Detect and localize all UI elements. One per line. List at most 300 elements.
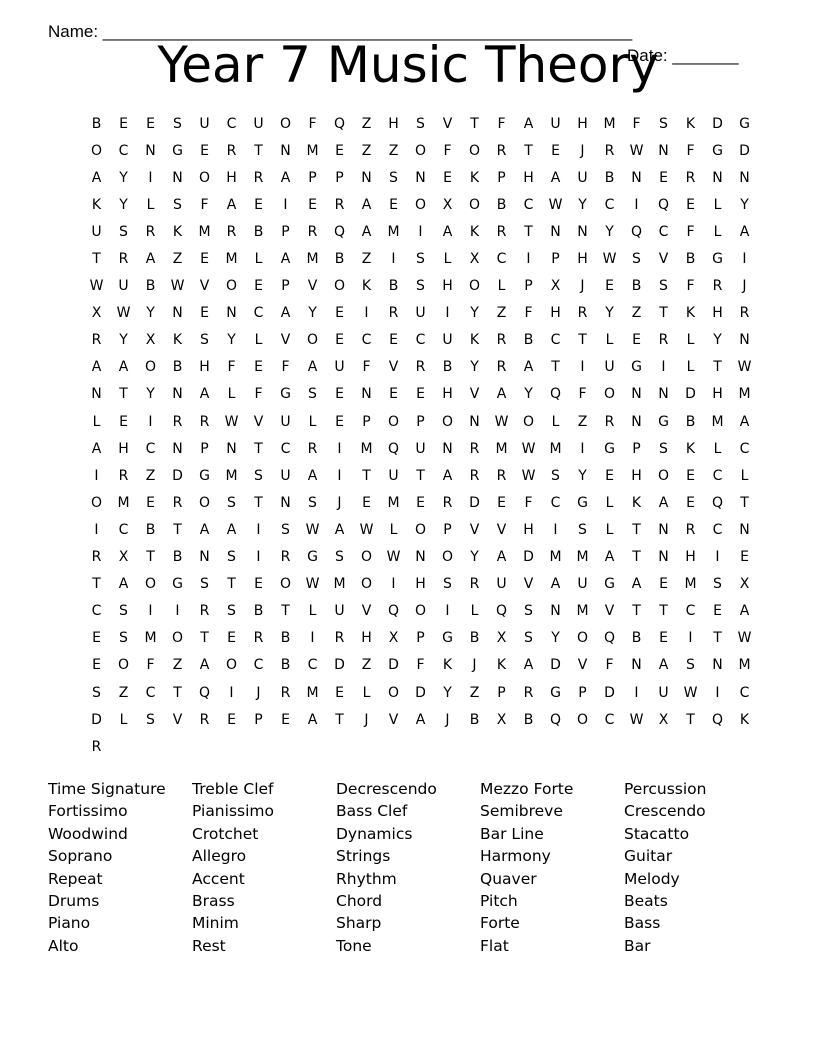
grid-cell[interactable]: E (389, 332, 398, 349)
grid-cell[interactable]: C (91, 603, 102, 620)
grid-cell[interactable]: Y (470, 305, 479, 322)
grid-cell[interactable]: D (739, 142, 750, 159)
grid-cell[interactable]: R (307, 440, 318, 457)
grid-cell[interactable]: U (442, 332, 453, 349)
grid-cell[interactable]: O (360, 576, 373, 593)
grid-cell[interactable]: A (739, 413, 750, 430)
grid-cell[interactable]: L (254, 251, 263, 268)
grid-cell[interactable]: I (688, 630, 693, 647)
grid-cell[interactable]: Z (172, 251, 183, 268)
grid-cell[interactable]: H (712, 305, 723, 322)
grid-cell[interactable]: E (605, 467, 614, 484)
grid-cell[interactable]: I (715, 549, 720, 566)
grid-cell[interactable]: R (712, 278, 723, 295)
grid-cell[interactable]: L (497, 278, 506, 295)
grid-cell[interactable]: A (280, 169, 291, 186)
grid-cell[interactable]: C (523, 196, 534, 213)
grid-cell[interactable]: P (443, 521, 452, 538)
grid-cell[interactable]: L (686, 359, 695, 376)
grid-cell[interactable]: P (497, 169, 506, 186)
grid-cell[interactable]: N (658, 386, 669, 403)
grid-cell[interactable]: N (550, 223, 561, 240)
grid-cell[interactable]: C (739, 684, 750, 701)
grid-cell[interactable]: O (657, 467, 670, 484)
grid-cell[interactable]: V (442, 115, 453, 132)
grid-cell[interactable]: B (91, 115, 102, 132)
grid-cell[interactable]: G (199, 467, 210, 484)
grid-cell[interactable]: C (685, 603, 696, 620)
grid-cell[interactable]: A (550, 576, 561, 593)
grid-cell[interactable]: A (91, 359, 102, 376)
grid-cell[interactable]: B (334, 251, 345, 268)
grid-cell[interactable]: C (550, 332, 561, 349)
grid-cell[interactable]: L (308, 603, 317, 620)
grid-cell[interactable]: N (739, 169, 750, 186)
grid-cell[interactable]: E (92, 630, 101, 647)
grid-cell[interactable]: X (442, 196, 453, 213)
grid-cell[interactable]: F (605, 657, 614, 674)
grid-cell[interactable]: T (173, 684, 182, 701)
grid-cell[interactable]: C (604, 196, 615, 213)
grid-cell[interactable]: B (388, 278, 399, 295)
grid-cell[interactable]: C (307, 657, 318, 674)
grid-cell[interactable]: E (659, 169, 668, 186)
grid-cell[interactable]: A (307, 359, 318, 376)
grid-cell[interactable]: R (145, 223, 156, 240)
grid-cell[interactable]: H (415, 576, 426, 593)
grid-cell[interactable]: V (280, 332, 291, 349)
grid-cell[interactable]: R (577, 305, 588, 322)
grid-cell[interactable]: B (172, 359, 183, 376)
grid-cell[interactable]: U (577, 169, 588, 186)
grid-cell[interactable]: R (334, 630, 345, 647)
grid-cell[interactable]: B (145, 521, 156, 538)
grid-cell[interactable]: M (198, 223, 211, 240)
grid-cell[interactable]: C (280, 440, 291, 457)
grid-cell[interactable]: S (416, 278, 425, 295)
grid-cell[interactable]: R (226, 223, 237, 240)
grid-cell[interactable]: E (254, 359, 263, 376)
grid-cell[interactable]: N (469, 413, 480, 430)
grid-cell[interactable]: N (172, 440, 183, 457)
grid-cell[interactable]: S (713, 576, 722, 593)
grid-cell[interactable]: E (335, 305, 344, 322)
grid-cell[interactable]: L (740, 467, 749, 484)
grid-cell[interactable]: I (337, 467, 342, 484)
grid-cell[interactable]: R (253, 169, 264, 186)
grid-cell[interactable]: O (468, 278, 481, 295)
grid-cell[interactable]: V (388, 711, 399, 728)
grid-cell[interactable]: S (524, 630, 533, 647)
grid-cell[interactable]: A (631, 576, 642, 593)
grid-cell[interactable]: E (389, 196, 398, 213)
grid-cell[interactable]: I (580, 359, 585, 376)
grid-cell[interactable]: D (523, 549, 534, 566)
grid-cell[interactable]: A (91, 440, 102, 457)
grid-cell[interactable]: U (415, 305, 426, 322)
grid-cell[interactable]: T (92, 576, 101, 593)
grid-cell[interactable]: B (145, 278, 156, 295)
grid-cell[interactable]: E (227, 630, 236, 647)
grid-cell[interactable]: S (659, 278, 668, 295)
grid-cell[interactable]: D (334, 657, 345, 674)
grid-cell[interactable]: A (280, 305, 291, 322)
grid-cell[interactable]: C (658, 223, 669, 240)
grid-cell[interactable]: G (739, 115, 750, 132)
grid-cell[interactable]: A (739, 603, 750, 620)
grid-cell[interactable]: V (496, 521, 507, 538)
grid-cell[interactable]: A (523, 657, 534, 674)
grid-cell[interactable]: G (712, 251, 723, 268)
grid-cell[interactable]: G (172, 142, 183, 159)
grid-cell[interactable]: E (308, 196, 317, 213)
grid-cell[interactable]: T (362, 467, 371, 484)
grid-cell[interactable]: E (146, 494, 155, 511)
grid-cell[interactable]: R (415, 359, 426, 376)
grid-cell[interactable]: C (550, 494, 561, 511)
grid-cell[interactable]: R (199, 711, 210, 728)
grid-cell[interactable]: Y (605, 223, 614, 240)
grid-cell[interactable]: U (658, 684, 669, 701)
grid-cell[interactable]: T (524, 223, 533, 240)
grid-cell[interactable]: O (144, 359, 157, 376)
grid-cell[interactable]: U (550, 115, 561, 132)
grid-cell[interactable]: P (497, 684, 506, 701)
grid-cell[interactable]: C (226, 115, 237, 132)
grid-cell[interactable]: E (92, 657, 101, 674)
grid-cell[interactable]: C (604, 711, 615, 728)
grid-cell[interactable]: Q (549, 386, 562, 403)
grid-cell[interactable]: R (253, 630, 264, 647)
grid-cell[interactable]: B (523, 711, 534, 728)
grid-cell[interactable]: A (145, 251, 156, 268)
grid-cell[interactable]: E (335, 386, 344, 403)
grid-cell[interactable]: A (361, 223, 372, 240)
grid-cell[interactable]: S (227, 549, 236, 566)
grid-cell[interactable]: P (632, 440, 641, 457)
grid-cell[interactable]: O (225, 278, 238, 295)
grid-cell[interactable]: V (199, 278, 210, 295)
grid-cell[interactable]: O (387, 684, 400, 701)
grid-cell[interactable]: Z (388, 142, 399, 159)
grid-cell[interactable]: E (254, 196, 263, 213)
grid-cell[interactable]: L (605, 521, 614, 538)
grid-cell[interactable]: S (443, 576, 452, 593)
grid-cell[interactable]: A (307, 467, 318, 484)
grid-cell[interactable]: S (227, 494, 236, 511)
grid-cell[interactable]: S (578, 521, 587, 538)
grid-cell[interactable]: N (712, 657, 723, 674)
grid-cell[interactable]: Y (524, 386, 533, 403)
grid-cell[interactable]: N (361, 386, 372, 403)
grid-cell[interactable]: R (739, 305, 750, 322)
grid-cell[interactable]: A (442, 223, 453, 240)
grid-cell[interactable]: R (685, 521, 696, 538)
grid-cell[interactable]: L (362, 684, 371, 701)
grid-cell[interactable]: E (119, 413, 128, 430)
grid-cell[interactable]: K (361, 278, 372, 295)
grid-cell[interactable]: F (632, 115, 641, 132)
grid-cell[interactable]: S (659, 440, 668, 457)
grid-cell[interactable]: U (91, 223, 102, 240)
grid-cell[interactable]: V (253, 413, 264, 430)
grid-cell[interactable]: T (254, 440, 263, 457)
grid-cell[interactable]: F (578, 386, 587, 403)
grid-cell[interactable]: V (523, 576, 534, 593)
grid-cell[interactable]: Q (711, 711, 724, 728)
grid-cell[interactable]: I (445, 305, 450, 322)
grid-cell[interactable]: L (227, 386, 236, 403)
grid-cell[interactable]: M (117, 494, 130, 511)
grid-cell[interactable]: V (469, 521, 480, 538)
grid-cell[interactable]: E (659, 630, 668, 647)
grid-cell[interactable]: A (361, 196, 372, 213)
grid-cell[interactable]: K (496, 657, 507, 674)
grid-cell[interactable]: J (364, 711, 369, 728)
grid-cell[interactable]: F (200, 196, 209, 213)
grid-cell[interactable]: R (388, 305, 399, 322)
grid-cell[interactable]: E (335, 332, 344, 349)
grid-cell[interactable]: B (172, 549, 183, 566)
grid-cell[interactable]: I (391, 576, 396, 593)
grid-cell[interactable]: I (661, 359, 666, 376)
grid-cell[interactable]: O (144, 576, 157, 593)
grid-cell[interactable]: O (333, 278, 346, 295)
grid-cell[interactable]: P (578, 684, 587, 701)
grid-cell[interactable]: I (634, 196, 639, 213)
grid-cell[interactable]: E (605, 278, 614, 295)
grid-cell[interactable]: R (496, 359, 507, 376)
grid-cell[interactable]: R (658, 332, 669, 349)
grid-cell[interactable]: E (686, 196, 695, 213)
grid-cell[interactable]: D (685, 386, 696, 403)
grid-cell[interactable]: Q (387, 603, 400, 620)
grid-cell[interactable]: S (119, 223, 128, 240)
grid-cell[interactable]: O (468, 196, 481, 213)
grid-cell[interactable]: K (172, 332, 183, 349)
grid-cell[interactable]: D (550, 657, 561, 674)
grid-cell[interactable]: E (254, 278, 263, 295)
grid-cell[interactable]: H (226, 169, 237, 186)
grid-cell[interactable]: X (739, 576, 750, 593)
grid-cell[interactable]: E (686, 494, 695, 511)
grid-cell[interactable]: J (580, 142, 585, 159)
grid-cell[interactable]: G (604, 576, 615, 593)
grid-cell[interactable]: T (659, 603, 668, 620)
grid-cell[interactable]: C (712, 521, 723, 538)
grid-cell[interactable]: K (631, 494, 642, 511)
grid-cell[interactable]: I (148, 603, 153, 620)
grid-cell[interactable]: H (361, 630, 372, 647)
grid-cell[interactable]: K (469, 332, 480, 349)
grid-cell[interactable]: I (526, 251, 531, 268)
grid-cell[interactable]: R (91, 549, 102, 566)
grid-cell[interactable]: S (335, 549, 344, 566)
grid-cell[interactable]: M (333, 576, 346, 593)
grid-cell[interactable]: D (469, 494, 480, 511)
grid-cell[interactable]: P (200, 440, 209, 457)
grid-cell[interactable]: B (280, 630, 291, 647)
grid-cell[interactable]: S (173, 196, 182, 213)
grid-cell[interactable]: T (254, 494, 263, 511)
grid-cell[interactable]: X (550, 278, 561, 295)
grid-cell[interactable]: H (523, 169, 534, 186)
grid-cell[interactable]: U (334, 359, 345, 376)
grid-cell[interactable]: W (683, 684, 698, 701)
grid-cell[interactable]: A (523, 359, 534, 376)
grid-cell[interactable]: V (172, 711, 183, 728)
grid-cell[interactable]: O (117, 657, 130, 674)
grid-cell[interactable]: V (388, 359, 399, 376)
grid-cell[interactable]: M (576, 549, 589, 566)
grid-cell[interactable]: O (414, 142, 427, 159)
grid-cell[interactable]: M (360, 440, 373, 457)
grid-cell[interactable]: U (415, 440, 426, 457)
grid-cell[interactable]: Q (495, 603, 508, 620)
grid-cell[interactable]: I (337, 440, 342, 457)
grid-cell[interactable]: R (91, 332, 102, 349)
grid-cell[interactable]: S (119, 630, 128, 647)
grid-cell[interactable]: F (497, 115, 506, 132)
grid-cell[interactable]: V (577, 657, 588, 674)
grid-cell[interactable]: Q (333, 223, 346, 240)
grid-cell[interactable]: Z (496, 305, 507, 322)
grid-cell[interactable]: A (118, 359, 129, 376)
grid-cell[interactable]: O (441, 549, 454, 566)
grid-cell[interactable]: F (362, 359, 371, 376)
grid-cell[interactable]: W (116, 305, 131, 322)
grid-cell[interactable]: G (658, 413, 669, 430)
grid-cell[interactable]: M (387, 223, 400, 240)
grid-cell[interactable]: T (119, 386, 128, 403)
grid-cell[interactable]: O (306, 332, 319, 349)
grid-cell[interactable]: I (148, 169, 153, 186)
grid-cell[interactable]: N (442, 440, 453, 457)
grid-cell[interactable]: I (310, 630, 315, 647)
grid-cell[interactable]: O (576, 711, 589, 728)
grid-cell[interactable]: T (713, 359, 722, 376)
grid-cell[interactable]: T (281, 603, 290, 620)
grid-cell[interactable]: M (576, 603, 589, 620)
grid-cell[interactable]: M (738, 657, 751, 674)
grid-cell[interactable]: H (577, 251, 588, 268)
grid-cell[interactable]: R (334, 196, 345, 213)
grid-cell[interactable]: A (496, 549, 507, 566)
grid-cell[interactable]: I (580, 440, 585, 457)
grid-cell[interactable]: O (576, 630, 589, 647)
grid-cell[interactable]: H (577, 115, 588, 132)
grid-cell[interactable]: L (713, 196, 722, 213)
grid-cell[interactable]: L (605, 332, 614, 349)
grid-cell[interactable]: D (712, 115, 723, 132)
grid-cell[interactable]: F (281, 359, 290, 376)
grid-cell[interactable]: B (280, 657, 291, 674)
grid-cell[interactable]: U (334, 603, 345, 620)
grid-cell[interactable]: T (686, 711, 695, 728)
word-search-grid[interactable] (83, 110, 758, 760)
grid-cell[interactable]: I (364, 305, 369, 322)
grid-cell[interactable]: D (172, 467, 183, 484)
grid-cell[interactable]: N (226, 440, 237, 457)
grid-cell[interactable]: H (685, 549, 696, 566)
grid-cell[interactable]: X (388, 630, 399, 647)
grid-cell[interactable]: A (226, 521, 237, 538)
grid-cell[interactable]: C (361, 332, 372, 349)
grid-cell[interactable]: K (685, 305, 696, 322)
grid-cell[interactable]: E (416, 494, 425, 511)
grid-cell[interactable]: G (442, 630, 453, 647)
grid-cell[interactable]: R (469, 576, 480, 593)
grid-cell[interactable]: A (604, 549, 615, 566)
grid-cell[interactable]: E (659, 576, 668, 593)
grid-cell[interactable]: L (146, 196, 155, 213)
grid-cell[interactable]: L (254, 332, 263, 349)
grid-cell[interactable]: Y (578, 467, 587, 484)
grid-cell[interactable]: F (416, 657, 425, 674)
grid-cell[interactable]: A (523, 115, 534, 132)
grid-cell[interactable]: C (118, 521, 129, 538)
grid-cell[interactable]: E (389, 386, 398, 403)
grid-cell[interactable]: O (441, 413, 454, 430)
grid-cell[interactable]: I (256, 549, 261, 566)
grid-cell[interactable]: U (577, 576, 588, 593)
grid-cell[interactable]: E (335, 684, 344, 701)
grid-cell[interactable]: H (442, 386, 453, 403)
grid-cell[interactable]: R (604, 142, 615, 159)
grid-cell[interactable]: N (631, 169, 642, 186)
grid-cell[interactable]: M (306, 142, 319, 159)
grid-cell[interactable]: C (145, 440, 156, 457)
grid-cell[interactable]: N (739, 521, 750, 538)
grid-cell[interactable]: B (253, 223, 264, 240)
grid-cell[interactable]: T (713, 630, 722, 647)
grid-cell[interactable]: T (200, 630, 209, 647)
grid-cell[interactable]: Y (470, 549, 479, 566)
grid-cell[interactable]: S (524, 603, 533, 620)
grid-cell[interactable]: T (632, 603, 641, 620)
grid-cell[interactable]: L (551, 413, 560, 430)
grid-cell[interactable]: U (496, 576, 507, 593)
grid-cell[interactable]: R (172, 494, 183, 511)
grid-cell[interactable]: W (359, 521, 374, 538)
grid-cell[interactable]: Z (577, 413, 588, 430)
grid-cell[interactable]: S (308, 494, 317, 511)
grid-cell[interactable]: V (658, 251, 669, 268)
grid-cell[interactable]: M (684, 576, 697, 593)
grid-cell[interactable]: P (524, 278, 533, 295)
grid-cell[interactable]: F (308, 115, 317, 132)
grid-cell[interactable]: E (146, 115, 155, 132)
grid-cell[interactable]: W (89, 278, 104, 295)
grid-cell[interactable]: R (172, 413, 183, 430)
grid-cell[interactable]: N (415, 549, 426, 566)
grid-cell[interactable]: E (227, 711, 236, 728)
name-field[interactable]: Name: ________________________________________________________ (48, 22, 633, 41)
grid-cell[interactable]: L (308, 413, 317, 430)
grid-cell[interactable]: Z (118, 684, 129, 701)
grid-cell[interactable]: R (118, 467, 129, 484)
grid-cell[interactable]: F (686, 142, 695, 159)
grid-cell[interactable]: L (389, 521, 398, 538)
grid-cell[interactable]: W (602, 251, 617, 268)
grid-cell[interactable]: O (279, 115, 292, 132)
grid-cell[interactable]: X (91, 305, 102, 322)
grid-cell[interactable]: C (253, 305, 264, 322)
grid-cell[interactable]: K (91, 196, 102, 213)
grid-cell[interactable]: Y (578, 196, 587, 213)
grid-cell[interactable]: B (631, 278, 642, 295)
grid-cell[interactable]: X (496, 711, 507, 728)
